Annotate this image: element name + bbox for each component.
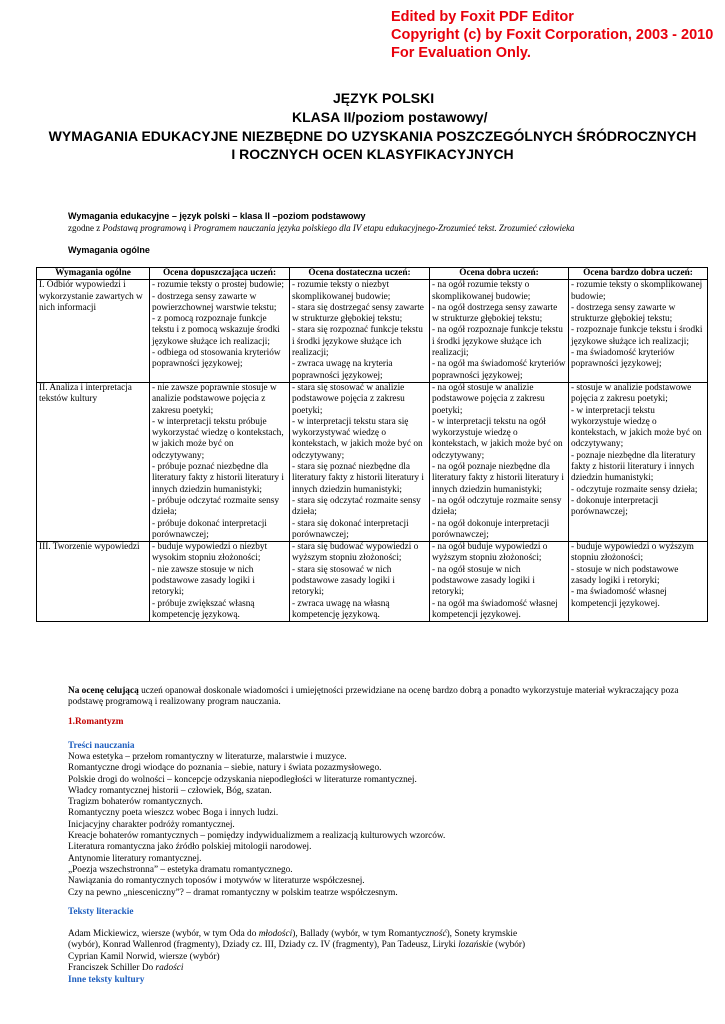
requirement-cell: III. Tworzenie wypowiedzi bbox=[37, 542, 150, 622]
content-item: Kreacje bohaterów romantycznych – pomiędzy indywidualizmem a realizacją kulturowych wzorców. bbox=[68, 831, 446, 842]
grade-cell bbox=[430, 280, 569, 383]
table-row bbox=[37, 382, 708, 541]
grade-cell bbox=[290, 382, 430, 541]
watermark-line: Copyright (c) by Foxit Corporation, 2003 - 2010 bbox=[391, 27, 714, 43]
criterion-item: - rozpoznaje funkcje tekstu i środki językowe służące ich realizacji; bbox=[571, 325, 703, 347]
doc-title-line2: I ROCZNYCH OCEN KLASYFIKACYJNYCH bbox=[231, 146, 514, 162]
criterion-item: - stara się budować wypowiedzi o wyższym stopniu złożoności; bbox=[292, 542, 419, 564]
criterion-item: - zwraca uwagę na kryteria poprawności językowej; bbox=[292, 359, 393, 381]
criterion-item: - odczytuje rozmaite sensy dzieła; bbox=[571, 484, 698, 495]
content-item: Polskie drogi do wolności – koncepcje odzyskania niepodległości w literaturze romantycznej. bbox=[68, 774, 417, 785]
criterion-item: - z pomocą rozpoznaje funkcje tekstu i z pomocą wskazuje środki językowe służące ich realizacji; bbox=[152, 314, 280, 347]
intro-basis-doc2: Programem nauczania języka polskiego dla IV etapu edukacyjnego-Zrozumieć tekst. Zrozumieć człowieka bbox=[193, 223, 575, 233]
text-item bbox=[68, 963, 688, 974]
criterion-item: - ma świadomość własnej kompetencji językowej. bbox=[571, 587, 667, 609]
content-item: Romantyczny poeta wieszcz wobec Boga i innych ludzi. bbox=[68, 808, 279, 819]
text-item bbox=[68, 940, 688, 951]
content-item: Romantyczne drogi wiodące do poznania – siebie, natury i świata pozazmysłowego. bbox=[68, 763, 382, 774]
grade-cell bbox=[569, 280, 708, 383]
criterion-item: - stara się odczytać rozmaite sensy dzieła; bbox=[292, 495, 421, 518]
requirement-cell: II. Analiza i interpretacja tekstów kultury bbox=[37, 382, 150, 541]
criterion-item: - próbuje poznać niezbędne dla literatury fakty z historii literatury i innych dziedzin humanistyki; bbox=[152, 462, 284, 495]
foxit-watermark bbox=[391, 8, 713, 62]
section-heading: 1.Romantyzm bbox=[68, 717, 124, 727]
criterion-item: - ma świadomość kryteriów poprawności językowej; bbox=[571, 348, 675, 370]
header-grade-3: Ocena dostateczna uczeń: bbox=[290, 268, 430, 280]
criterion-item: - stara się rozpoznać funkcje tekstu i środki językowe służące ich realizacji; bbox=[292, 325, 423, 359]
criterion-item: - w interpretacji tekstu wykorzystuje wiedzę o kontekstach, w jakich może być on odczytywany; bbox=[571, 405, 702, 450]
text-part: radości bbox=[155, 962, 184, 973]
grade-6-note bbox=[68, 686, 688, 709]
criterion-item: - stara się stosować w analizie podstawowe pojęcia z zakresu poetyki; bbox=[292, 382, 405, 416]
text-part: ), Sonety krymskie bbox=[446, 929, 518, 939]
text-item bbox=[68, 929, 688, 940]
text-part: lozańskie bbox=[458, 940, 493, 951]
table-header-row bbox=[37, 268, 708, 280]
content-item: Nawiązania do romantycznych toposów i motywów w literaturze współczesnej. bbox=[68, 876, 365, 887]
grade-6-text: uczeń opanował doskonale wiadomości i umiejętności przewidziane na ocenę bardzo dobrą a ponadto wykorzystuje materiał wykraczający poza podstawę programową i realizowany program nauczania. bbox=[68, 686, 679, 708]
criterion-item: - stosuje w analizie podstawowe pojęcia z zakresu poetyki; bbox=[571, 382, 692, 405]
criterion-item: - stara się dostrzegać sensy zawarte w strukturze głębokiej tekstu; bbox=[292, 302, 424, 325]
header-grade-5: Ocena bardzo dobra uczeń: bbox=[569, 268, 708, 280]
intro-heading: Wymagania edukacyjne – język polski – klasa II –poziom podstawowy bbox=[68, 211, 366, 221]
text-part: ), Ballady (wybór, w tym Romant bbox=[292, 929, 418, 939]
content-item: „Poezja wszechstronna” – estetyka dramatu romantycznego. bbox=[68, 864, 293, 875]
criterion-item: - w interpretacji tekstu na ogół wykorzystuje wiedzę o kontekstach, w jakich może być on odczytywany; bbox=[432, 416, 563, 461]
content-item: Literatura romantyczna jako źródło polskiej mitologii narodowej. bbox=[68, 842, 312, 853]
criterion-item: - stosuje w nich podstawowe zasady logiki i retoryki; bbox=[571, 564, 679, 587]
grade-cell bbox=[290, 280, 430, 383]
criterion-item: - na ogół stosuje w nich podstawowe zasady logiki i retoryki; bbox=[432, 564, 536, 598]
table-row bbox=[37, 542, 708, 622]
content-item: Inicjacyjny charakter podróży romantycznej. bbox=[68, 819, 235, 830]
table-row bbox=[37, 280, 708, 383]
criterion-item: - buduje wypowiedzi o wyższym stopniu złożoności; bbox=[571, 542, 694, 564]
class-title: KLASA II/poziom postawowy/ bbox=[292, 109, 488, 125]
content-item: Nowa estetyka – przełom romantyczny w literaturze, malarstwie i muzyce. bbox=[68, 752, 347, 762]
other-texts-heading: Inne teksty kultury bbox=[68, 975, 145, 985]
general-requirements-label: Wymagania ogólne bbox=[68, 245, 150, 255]
criterion-item: - na ogół rozumie teksty o skomplikowanej budowie; bbox=[432, 280, 531, 302]
criterion-item: - w interpretacji tekstu stara się wykorzystywać wiedzę o kontekstach, w jakich może być on odczytywany; bbox=[292, 416, 423, 461]
criterion-item: - w interpretacji tekstu próbuje wykorzystać wiedzę o kontekstach, w jakich może być on odczytywany; bbox=[152, 416, 284, 461]
text-part: Adam Mickiewicz, wiersze (wybór, w tym Oda do bbox=[68, 929, 259, 939]
content-list bbox=[68, 752, 688, 899]
grade-cell bbox=[430, 542, 569, 622]
content-item: Antynomie literatury romantycznej. bbox=[68, 853, 202, 864]
criterion-item: - rozumie teksty o skomplikowanej budowie; bbox=[571, 280, 703, 302]
grade-cell bbox=[150, 542, 290, 622]
intro-basis-prefix: zgodne z bbox=[68, 223, 103, 233]
texts-heading: Teksty literackie bbox=[68, 907, 134, 917]
criterion-item: - na ogół dokonuje interpretacji porównawczej; bbox=[432, 518, 550, 540]
text-part: Franciszek Schiller Do bbox=[68, 962, 156, 973]
grade-cell bbox=[290, 542, 430, 622]
grade-cell bbox=[150, 280, 290, 383]
criterion-item: - na ogół stosuje w analizie podstawowe pojęcia z zakresu poetyki; bbox=[432, 382, 545, 416]
criterion-item: - próbuje zwiększać własną kompetencję językową. bbox=[152, 598, 255, 620]
header-grade-2: Ocena dopuszczająca uczeń: bbox=[150, 268, 290, 280]
header-requirements: Wymagania ogólne bbox=[37, 268, 150, 280]
content-item: Czy na pewno „niesceniczny”? – dramat romantyczny w polskim teatrze współczesnym. bbox=[68, 887, 398, 898]
criterion-item: - dostrzega sensy zawarte w strukturze głębokiej tekstu; bbox=[571, 302, 676, 325]
criterion-item: - na ogół rozpoznaje funkcje tekstu i środki językowe służące ich realizacji; bbox=[432, 325, 563, 359]
criterion-item: - stara się poznać niezbędne dla literatury fakty z historii literatury i innych dziedzin humanistyki; bbox=[292, 462, 424, 495]
text-part: (wybór) bbox=[492, 940, 526, 951]
criterion-item: - rozumie teksty o prostej budowie; bbox=[152, 280, 284, 291]
criterion-item: - na ogół ma świadomość własnej kompetencji językowej. bbox=[432, 598, 558, 620]
intro-basis bbox=[68, 222, 574, 234]
criterion-item: - na ogół odczytuje rozmaite sensy dzieła; bbox=[432, 495, 562, 518]
criterion-item: - poznaje niezbędne dla literatury fakty z historii literatury i innych dziedzin humanistyki; bbox=[571, 450, 696, 484]
texts-list bbox=[68, 929, 688, 974]
criterion-item: - dostrzega sensy zawarte w powierzchownej warstwie tekstu; bbox=[152, 291, 277, 313]
content-heading: Treści nauczania bbox=[68, 741, 135, 751]
requirement-cell: I. Odbiór wypowiedzi i wykorzystanie zawartych w nich informacji bbox=[37, 280, 150, 383]
criterion-item: - na ogół buduje wypowiedzi o wyższym stopniu złożoności; bbox=[432, 542, 548, 564]
criterion-item: - na ogół dostrzega sensy zawarte w strukturze głębokiej tekstu; bbox=[432, 302, 558, 325]
criterion-item: - zwraca uwagę na własną kompetencję językową. bbox=[292, 598, 390, 620]
criterion-item: - próbuje dokonać interpretacji porównawczej; bbox=[152, 518, 267, 540]
criterion-item: - dokonuje interpretacji porównawczej; bbox=[571, 495, 659, 518]
subject-title: JĘZYK POLSKI bbox=[333, 90, 435, 106]
watermark-line: Edited by Foxit PDF Editor bbox=[391, 9, 574, 25]
criterion-item: - nie zawsze stosuje w nich podstawowe zasady logiki i retoryki; bbox=[152, 564, 256, 598]
text-part: młodości bbox=[258, 929, 293, 939]
header-grade-4: Ocena dobra uczeń: bbox=[430, 268, 569, 280]
doc-title-line1: WYMAGANIA EDUKACYJNE NIEZBĘDNE DO UZYSKANIA POSZCZEGÓLNYCH ŚRÓDROCZNYCH bbox=[48, 128, 697, 144]
intro-basis-middle: i bbox=[186, 223, 194, 233]
grade-cell bbox=[430, 382, 569, 541]
criterion-item: - buduje wypowiedzi o niezbyt wysokim stopniu złożoności; bbox=[152, 542, 268, 564]
content-item: Tragizm bohaterów romantycznych. bbox=[68, 797, 203, 808]
criterion-item: - odbiega od stosowania kryteriów poprawności językowej; bbox=[152, 348, 281, 370]
text-part: yczność bbox=[417, 929, 447, 939]
grade-cell bbox=[569, 542, 708, 622]
grade-6-label: Na ocenę celującą bbox=[68, 686, 139, 696]
criterion-item: - stara się dokonać interpretacji porównawczej; bbox=[292, 518, 409, 540]
text-item: Cyprian Kamil Norwid, wiersze (wybór) bbox=[68, 951, 220, 962]
criterion-item: - nie zawsze poprawnie stosuje w analizie podstawowe pojęcia z zakresu poetyki; bbox=[152, 382, 277, 416]
content-item: Władcy romantycznej historii – człowiek, Bóg, szatan. bbox=[68, 785, 272, 796]
text-part: (wybór), Konrad Wallenrod (fragmenty), Dziady cz. III, Dziady cz. IV (fragmenty), Pan Tadeusz, Liryki bbox=[68, 940, 459, 951]
requirements-table bbox=[36, 267, 708, 622]
criterion-item: - rozumie teksty o niezbyt skomplikowanej budowie; bbox=[292, 280, 391, 302]
grade-cell bbox=[150, 382, 290, 541]
criterion-item: - na ogół ma świadomość kryteriów poprawności językowej; bbox=[432, 359, 566, 381]
watermark-line: For Evaluation Only. bbox=[391, 45, 531, 61]
criterion-item: - próbuje odczytać rozmaite sensy dzieła; bbox=[152, 495, 280, 518]
intro-basis-doc1: Podstawą programową bbox=[102, 223, 187, 233]
grade-cell bbox=[569, 382, 708, 541]
criterion-item: - na ogół poznaje niezbędne dla literatury fakty z historii literatury i innych dziedzin humanistyki; bbox=[432, 462, 564, 495]
criterion-item: - stara się stosować w nich podstawowe zasady logiki i retoryki; bbox=[292, 564, 396, 598]
